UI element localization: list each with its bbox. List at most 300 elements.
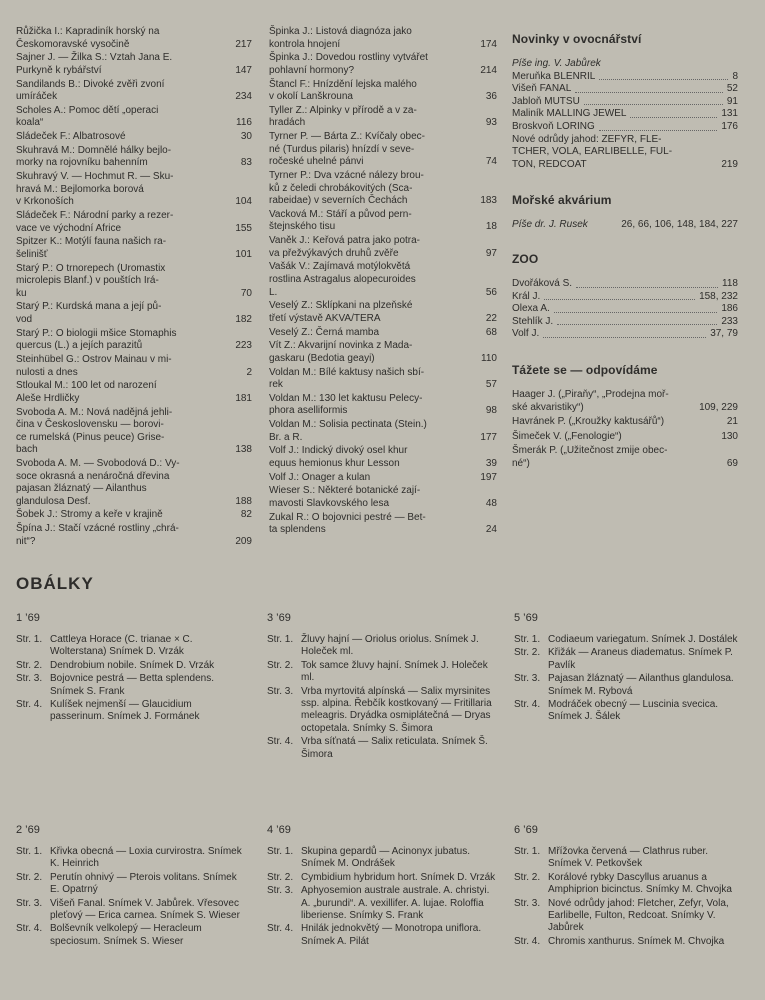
cover-description: Višeň Fanal. Snímek V. Jabůrek. Vřesovec pleťový — Erica carnea. Snímek S. Wieser	[50, 897, 240, 922]
index-entry	[269, 131, 497, 169]
index-entry	[16, 407, 252, 457]
cover-item	[267, 736, 497, 761]
page-number: 219	[721, 158, 738, 170]
index-entry	[269, 26, 497, 51]
zoo-section	[512, 252, 738, 341]
row-label: Jabloň MUTSU	[512, 95, 580, 107]
page-number: 197	[480, 471, 497, 483]
index-entry	[16, 328, 252, 353]
entry-line: Voldan M.: 130 let kaktusu Pelecy-	[269, 392, 423, 404]
tazete-section	[512, 363, 738, 471]
index-entry	[16, 354, 252, 379]
page-number: 70	[240, 287, 252, 299]
entry-line: Volf J.: Indický divoký osel khur	[269, 445, 408, 457]
cover-description: Pajasan žláznatý — Ailanthus glandulosa. Snímek M. Rybová	[548, 673, 734, 697]
entry-line: Tyrner P.: Dva vzácné nálezy brou-	[269, 170, 424, 181]
page-number: 186	[721, 303, 738, 315]
novinky-list	[512, 71, 738, 134]
list-row	[512, 96, 738, 109]
issue-label: 5 ’69	[514, 612, 538, 624]
index-entry	[16, 301, 252, 326]
entry-line: štejnského tisu	[269, 221, 336, 233]
cover-item	[514, 898, 744, 935]
index-entry	[269, 105, 497, 130]
entry-line: Starý P.: O biologii mšice Stomaphis	[16, 327, 177, 339]
question-entry	[512, 431, 738, 444]
page-number: 182	[235, 314, 252, 325]
page-number: 82	[240, 509, 252, 521]
cover-item	[16, 699, 246, 724]
entry-line: ku	[16, 287, 27, 299]
obalky-title: OBÁLKY	[16, 574, 94, 593]
entry-line: TON, REDCOAT	[512, 158, 587, 170]
entry-line: TCHER, VOLA, EARLIBELLE, FUL-	[512, 146, 673, 158]
entry-line: šelinišť	[16, 248, 48, 260]
entry-line: né“)	[512, 457, 530, 469]
entry-line: quercus (L.) a jejích parazitů	[16, 340, 143, 352]
leader-dots	[599, 71, 728, 81]
cover-description: Kulíšek nejmenší — Glaucidium passerinum. Snímek J. Formánek	[50, 699, 200, 723]
cover-item	[16, 898, 246, 923]
page-number: 83	[240, 157, 252, 169]
page-number: 181	[235, 392, 252, 404]
entry-line: ce rumelská (Pinus peuce) Grise-	[16, 431, 165, 443]
entry-line: gaskaru (Bedotia geayi)	[269, 352, 375, 364]
index-entry	[269, 472, 497, 485]
entry-line: koala“	[16, 117, 44, 129]
index-entry	[16, 509, 252, 522]
novinky-extra	[512, 134, 738, 172]
page-number: 234	[235, 91, 252, 103]
entry-line: pajasan žláznatý — Ailanthus	[16, 483, 147, 495]
cover-page-label: Str. 2.	[514, 871, 541, 883]
cover-description: Mřížovka červená — Clathrus ruber. Snímek V. Petkovšek	[548, 846, 709, 870]
cover-page-label: Str. 3.	[267, 685, 294, 697]
page-number: 101	[235, 248, 252, 260]
row-label: Stehlík J.	[512, 315, 554, 327]
entry-line: Sládeček F.: Albatrosové	[16, 131, 126, 143]
entry-line: Spitzer K.: Motýlí fauna našich ra-	[16, 236, 167, 248]
entry-line: vace ve východní Africe	[16, 222, 122, 234]
page-number: 68	[485, 326, 497, 338]
section-title: ZOO	[512, 251, 539, 266]
entry-line: equus hemionus khur Lesson	[269, 458, 400, 469]
entry-line: ta splendens	[269, 524, 326, 536]
list-row	[512, 121, 738, 134]
cover-item	[16, 872, 246, 897]
page-number: 18	[485, 221, 497, 233]
akvarium-row	[512, 219, 738, 232]
cover-description: Tok samce žluvy hajní. Snímek J. Holeček ml.	[301, 659, 488, 684]
cover-item	[16, 660, 246, 672]
index-entry	[269, 445, 497, 470]
author-index-column-1	[16, 26, 252, 549]
cover-item	[267, 846, 497, 871]
page-number: 57	[485, 379, 497, 391]
cover-description: Křivka obecná — Loxia curvirostra. Snímek K. Heinrich	[50, 846, 242, 870]
cover-item	[267, 872, 497, 884]
leader-dots	[554, 303, 718, 313]
entry-line: Sládeček F.: Národní parky a rezer-	[16, 209, 174, 221]
cover-description: Cymbidium hybridum hort. Snímek D. Vrzák	[301, 871, 496, 883]
leader-dots	[557, 316, 717, 326]
page-number: 39	[485, 458, 497, 469]
list-row	[512, 316, 738, 329]
cover-description: Modráček obecný — Luscinia svecica. Snímek J. Šálek	[548, 699, 719, 723]
page-number: 109, 229	[699, 401, 738, 413]
entry-line: Sajner J. — Žilka S.: Vztah Jana E.	[16, 52, 173, 64]
cover-description: Vrba síťnatá — Salix reticulata. Snímek Š. Šimora	[301, 736, 488, 760]
page-number: 24	[485, 524, 497, 536]
cover-item	[267, 660, 497, 685]
index-entry	[16, 236, 252, 261]
entry-line: ské akvaristiky“)	[512, 401, 584, 413]
cover-page-label: Str. 3.	[514, 673, 541, 685]
issue-label: 1 ’69	[16, 612, 40, 624]
index-entry	[269, 367, 497, 392]
cover-item	[514, 647, 744, 672]
page-number: 36	[485, 91, 497, 103]
entry-line: umíráček	[16, 91, 58, 103]
entry-line: Tyrner P. — Bárta Z.: Kvíčaly obec-	[269, 131, 425, 143]
page-number: 98	[485, 405, 497, 417]
cover-issue	[514, 612, 744, 725]
leader-dots	[584, 96, 723, 106]
page-number: 138	[235, 444, 252, 456]
cover-item	[267, 923, 497, 948]
cover-item	[267, 885, 497, 922]
entry-line: Starý P.: O trnorepech (Uromastix	[16, 262, 166, 274]
cover-page-label: Str. 3.	[514, 897, 541, 909]
cover-page-label: Str. 4.	[16, 699, 43, 711]
entry-line: né (Turdus pilaris) hnízdí v seve-	[269, 143, 415, 155]
entry-line: rek	[269, 379, 283, 391]
index-entry	[16, 26, 252, 51]
entry-line: nulosti a dnes	[16, 366, 78, 378]
entry-line: morky na rojovníku bahenním	[16, 157, 148, 169]
cover-page-label: Str. 3.	[267, 885, 294, 897]
akvarium-section	[512, 193, 738, 232]
entry-line: Skuhravá M.: Domnělé hálky bejlo-	[16, 144, 172, 156]
page-number: 97	[485, 247, 497, 259]
entry-line: Špinka J.: Listová diagnóza jako	[269, 26, 412, 37]
cover-item	[514, 936, 744, 948]
cover-item	[16, 634, 246, 659]
entry-line: Zukal R.: O bojovnici pestré — Bet-	[269, 511, 426, 523]
leader-dots	[575, 83, 723, 93]
index-entry	[269, 485, 497, 510]
page-number: 183	[480, 195, 497, 207]
cover-item	[514, 846, 744, 871]
entry-line: L.	[269, 286, 278, 298]
page-number: 155	[235, 222, 252, 234]
list-row	[512, 328, 738, 341]
entry-line: Aleše Hrdličky	[16, 392, 80, 404]
index-entry	[16, 263, 252, 301]
page-number: 131	[721, 108, 738, 120]
cover-page-label: Str. 2.	[267, 871, 294, 883]
entry-line: glandulosa Desf.	[16, 495, 91, 507]
index-entry	[16, 131, 252, 144]
cover-page-label: Str. 2.	[16, 871, 43, 883]
entry-line: Vaněk J.: Keřová patra jako potra-	[269, 235, 421, 247]
index-entry	[16, 105, 252, 130]
cover-page-label: Str. 1.	[16, 634, 43, 645]
entry-line: Růžička I.: Kapradiník horský na	[16, 26, 160, 37]
cover-item	[16, 846, 246, 871]
entry-line: v okolí Lanškrouna	[269, 91, 353, 103]
question-entry	[512, 445, 738, 470]
entry-line: Vašák V.: Zajímavá motýlokvětá	[269, 261, 411, 273]
section-author: Píše dr. J. Rusek	[512, 219, 588, 231]
page-number: 118	[722, 277, 738, 289]
cover-page-label: Str. 4.	[514, 699, 541, 711]
cover-item	[514, 634, 744, 646]
page-number: 158, 232	[699, 290, 738, 302]
page-number: 104	[235, 196, 252, 208]
question-entry	[512, 389, 738, 414]
cover-page-label: Str. 2.	[514, 647, 541, 659]
entry-line: Haager J. („Piraňy“, „Prodejna moř-	[512, 388, 669, 400]
cover-item	[514, 872, 744, 897]
entry-line: microlepis Blanf.) v pouštích Irá-	[16, 275, 159, 287]
entry-line: Purkyně k rybářství	[16, 64, 102, 76]
page-number: 130	[721, 430, 738, 442]
entry-line: třetí výstavě AKVA/TERA	[269, 312, 381, 324]
entry-line: Voldan M.: Solisia pectinata (Stein.)	[269, 419, 427, 431]
cover-page-label: Str. 1.	[267, 846, 294, 857]
row-label: Dvořáková S.	[512, 277, 573, 289]
page-number: 21	[726, 416, 738, 428]
entry-line: rostlina Astragalus alopecuroides	[269, 274, 416, 286]
entry-line: Skuhravý V. — Hochmut R. — Sku-	[16, 171, 174, 183]
question-entry	[512, 416, 738, 429]
cover-page-label: Str. 4.	[267, 923, 294, 935]
cover-issue	[16, 612, 246, 725]
page-number: 30	[240, 131, 252, 143]
entry-line: Nové odrůdy jahod: ZEFYR, FLE-	[512, 133, 662, 145]
cover-page-label: Str. 1.	[514, 846, 541, 857]
page-number: 214	[480, 64, 497, 76]
index-entry	[269, 393, 497, 418]
index-entry	[269, 300, 497, 325]
cover-description: Bojovnice pestrá — Betta splendens. Snímek S. Frank	[50, 673, 214, 697]
cover-item	[267, 634, 497, 659]
entry-line: Wieser S.: Některé botanické zají-	[269, 485, 421, 497]
cover-page-label: Str. 1.	[267, 634, 294, 645]
section-title: Novinky v ovocnářství	[512, 32, 642, 46]
index-entry	[269, 79, 497, 104]
page-numbers: 26, 66, 106, 148, 184, 227	[621, 219, 738, 231]
cover-description: Chromis xanthurus. Snímek M. Chvojka	[548, 935, 725, 947]
page-number: 176	[721, 120, 738, 132]
entry-line: Českomoravské vysočině	[16, 38, 130, 50]
entry-line: ků z čeledi chrobákovitých (Sca-	[269, 182, 413, 194]
entry-line: Štancl F.: Hnízdění lejska malého	[269, 78, 417, 90]
entry-line: Veselý Z.: Sklípkani na plzeňské	[269, 300, 413, 312]
page-number: 116	[236, 117, 252, 129]
cover-description: Skupina gepardů — Acinonyx jubatus. Snímek M. Ondrášek	[301, 846, 470, 870]
entry-line: nit“?	[16, 535, 36, 547]
entry-line: mavosti Slavkovského lesa	[269, 497, 390, 509]
cover-description: Bolševník velkolepý — Heracleum speciosum. Snímek S. Wieser	[50, 923, 202, 947]
list-row	[512, 278, 738, 291]
list-row	[512, 303, 738, 316]
row-label: Višeň FANAL	[512, 83, 572, 95]
cover-page-label: Str. 4.	[16, 923, 43, 935]
leader-dots	[576, 278, 718, 288]
page-number: 147	[235, 64, 252, 76]
entry-line: hravá M.: Bejlomorka borová	[16, 183, 144, 195]
index-entry	[269, 340, 497, 365]
entry-line: va přežvýkavých druhů zvěře	[269, 247, 399, 259]
page-number: 8	[732, 70, 738, 82]
page-number: 74	[485, 156, 497, 168]
index-entry	[269, 419, 497, 444]
page-number: 2	[246, 366, 252, 378]
row-label: Olexa A.	[512, 303, 550, 315]
cover-page-label: Str. 2.	[267, 659, 294, 671]
sections-column	[512, 26, 738, 472]
leader-dots	[544, 291, 695, 301]
page-number: 188	[235, 495, 252, 507]
index-entry	[16, 380, 252, 405]
cover-description: Vrba myrtovitá alpínská — Salix myrsinites ssp. alpina. Řebčík kostkovaný — Fritillaria meleagris. Dryádka osmiplátečná — Dryas octopetala. Snímky S. Šimora	[301, 685, 492, 734]
cover-page-label: Str. 1.	[16, 846, 43, 857]
entry-line: Br. a R.	[269, 431, 303, 443]
entry-line: Stloukal M.: 100 let od narození	[16, 380, 157, 392]
cover-page-label: Str. 3.	[16, 673, 43, 685]
page-number: 217	[235, 38, 252, 50]
leader-dots	[599, 121, 718, 131]
index-entry	[269, 512, 497, 537]
cover-description: Perutín ohnivý — Pterois volitans. Snímek E. Opatrný	[50, 871, 237, 896]
index-entry	[16, 523, 252, 548]
cover-description: Žluvy hajní — Oriolus oriolus. Snímek J. Holeček ml.	[301, 634, 479, 658]
cover-description: Cattleya Horace (C. trianae × C. Wolterstana) Snímek D. Vrzák	[50, 634, 193, 658]
index-entry	[16, 210, 252, 235]
page-number: 93	[485, 117, 497, 129]
entry-line: Vacková M.: Stáří a původ pern-	[269, 208, 412, 220]
entry-line: Starý P.: Kurdská mana a její pů-	[16, 301, 162, 313]
entry-line: Sandilands B.: Divoké zvěři zvoní	[16, 78, 165, 90]
cover-description: Nové odrůdy jahod: Fletcher, Zefyr, Vola, Earlibelle, Fulton, Redcoat. Snímky V. Jabůrek	[548, 897, 729, 934]
entry-line: Tyller Z.: Alpinky v přírodě a v za-	[269, 104, 417, 116]
index-entry	[16, 171, 252, 209]
row-label: Maliník MALLING JEWEL	[512, 108, 627, 120]
entry-line: kontrola hnojení	[269, 38, 341, 50]
cover-item	[16, 923, 246, 948]
leader-dots	[630, 108, 717, 118]
entry-line: soce okrasná a nenáročná dřevina	[16, 470, 170, 482]
issue-label: 2 ’69	[16, 824, 40, 836]
entry-line: čina v Československu — borovi-	[16, 419, 164, 431]
index-entry	[269, 235, 497, 260]
novinky-section	[512, 32, 738, 171]
cover-item	[514, 699, 744, 724]
zoo-list	[512, 278, 738, 341]
entry-line: Svoboda A. M. — Svobodová D.: Vy-	[16, 458, 180, 469]
row-label: Meruňka BLENRIL	[512, 70, 596, 82]
entry-line: Šmerák P. („Užitečnost zmije obec-	[512, 445, 668, 457]
page-number: 233	[721, 315, 738, 327]
entry-line: Šobek J.: Stromy a keře v krajině	[16, 509, 163, 521]
index-entry	[269, 327, 497, 340]
entry-line: vod	[16, 314, 33, 325]
page-number: 56	[485, 286, 497, 298]
page-number: 48	[485, 497, 497, 509]
entry-line: Voldan M.: Bílé kaktusy našich sbí-	[269, 366, 425, 378]
entry-line: bach	[16, 444, 38, 456]
list-row	[512, 108, 738, 121]
cover-issue	[16, 824, 246, 949]
cover-description: Křižák — Araneus diadematus. Snímek P. Pavlík	[548, 647, 733, 671]
cover-page-label: Str. 3.	[16, 897, 43, 909]
issue-label: 3 ’69	[267, 612, 291, 624]
leader-dots	[543, 328, 706, 338]
cover-issue	[267, 612, 497, 762]
entry-line: Špinka J.: Dovedou rostliny vytvářet	[269, 52, 428, 64]
page-number: 223	[235, 340, 252, 352]
cover-item	[514, 673, 744, 698]
index-entry	[269, 170, 497, 208]
entry-line: v Krkonoších	[16, 196, 74, 208]
entry-line: Veselý Z.: Černá mamba	[269, 326, 380, 338]
entry-line: Šimeček V. („Fenologie“)	[512, 430, 622, 442]
page-number: 209	[235, 535, 252, 547]
page-number: 91	[726, 95, 738, 107]
entry-line: Svoboda A. M.: Nová nadějná jehli-	[16, 406, 173, 418]
index-entry	[16, 145, 252, 170]
list-row	[512, 83, 738, 96]
cover-issue	[267, 824, 497, 949]
tazete-list	[512, 389, 738, 471]
author-index-column-2	[269, 26, 497, 538]
issue-label: 4 ’69	[267, 824, 291, 836]
index-entry	[16, 52, 252, 77]
list-row	[512, 71, 738, 84]
row-label: Broskvoň LORING	[512, 120, 595, 132]
index-entry	[16, 458, 252, 508]
list-row	[512, 291, 738, 304]
index-entry	[16, 79, 252, 104]
index-entry	[269, 209, 497, 234]
entry-line: Scholes A.: Pomoc dětí „operaci	[16, 104, 159, 116]
cover-item	[267, 686, 497, 736]
entry-line: Volf J.: Onager a kulan	[269, 471, 371, 483]
cover-description: Codiaeum variegatum. Snímek J. Dostálek	[548, 634, 738, 645]
cover-issue	[514, 824, 744, 949]
cover-description: Aphyosemion australe australe. A. christyi. A. „burundi“. A. vexillifer. A. lujae. Roloffia liberiense. Snímky S. Frank	[301, 885, 490, 922]
cover-page-label: Str. 4.	[514, 935, 541, 947]
entry-line: phora aselliformis	[269, 405, 348, 417]
entry-line: Špína J.: Stačí vzácné rostliny „chrá-	[16, 523, 179, 535]
entry-line: hradách	[269, 117, 306, 129]
page-number: 110	[481, 352, 497, 364]
page-number: 177	[480, 431, 497, 443]
section-title: Tážete se — odpovídáme	[512, 362, 658, 377]
page-number: 52	[726, 83, 738, 95]
entry-line: rabeidae) v severních Čechách	[269, 195, 408, 207]
cover-description: Korálové rybky Dascyllus aruanus a Amphiprion bicinctus. Snímky M. Chvojka	[548, 871, 732, 896]
issue-label: 6 ’69	[514, 824, 538, 836]
page-number: 69	[726, 457, 738, 469]
page-number: 174	[480, 38, 497, 50]
entry-line: ročeské uhelné pánvi	[269, 156, 364, 168]
index-entry	[269, 261, 497, 299]
section-author: Píše ing. V. Jabůrek	[512, 58, 601, 69]
cover-description: Hnilák jednokvětý — Monotropa uniflora. Snímek A. Pilát	[301, 923, 482, 947]
